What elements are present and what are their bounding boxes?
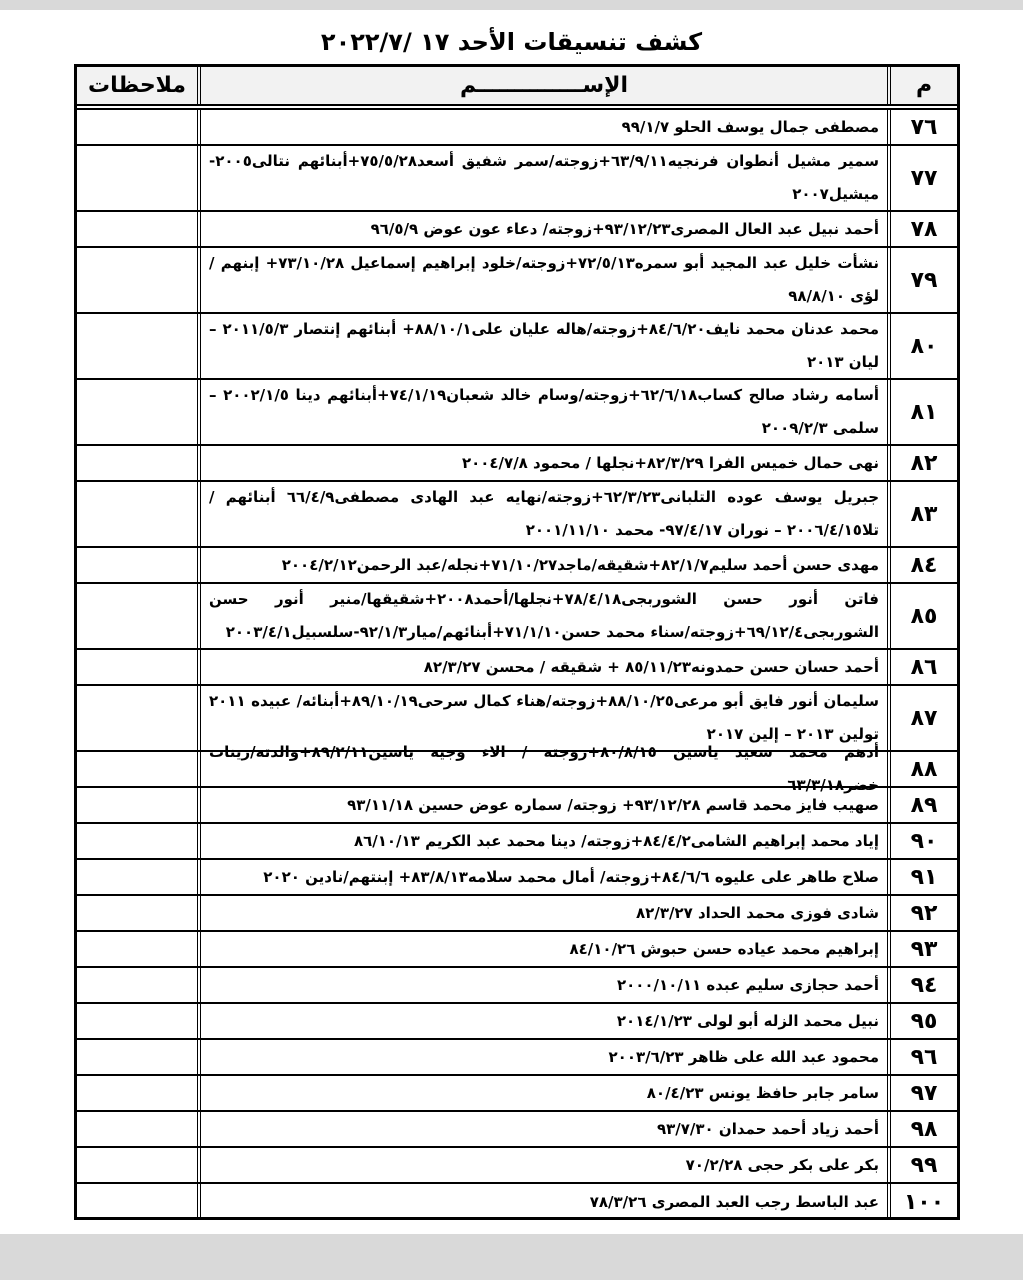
row-notes bbox=[77, 650, 197, 684]
row-name: جبريل يوسف عوده التلبانى٦٢/٣/٢٣+زوجته/نهايه عبد الهادى مصطفى٦٦/٤/٩ أبنائهم / تلا٢٠٠٦/٤/١٥ – نوران ٩٧/٤/١٧- محمد ٢٠٠١/١١/١٠ bbox=[197, 482, 887, 546]
row-name: أحمد حسان حسن حمدونه٨٥/١١/٢٣ + شقيقه / محسن ٨٢/٣/٢٧ bbox=[197, 650, 887, 684]
header-number: م bbox=[887, 67, 957, 104]
row-number: ٧٦ bbox=[887, 110, 957, 144]
row-number: ٩٢ bbox=[887, 896, 957, 930]
row-notes bbox=[77, 896, 197, 930]
row-name: سمير مشيل أنطوان فرنجيه٦٣/٩/١١+زوجته/سمر شفيق أسعد٧٥/٥/٢٨+أبنائهم نتالى٢٠٠٥- ميشيل٢٠٠٧ bbox=[197, 146, 887, 210]
row-name: فاتن أنور حسن الشوربجى٧٨/٤/١٨+نجلها/أحمد٢٠٠٨+شقيقها/منير أنور حسن الشوربجى٦٩/١٢/٤+زوجته/سناء محمد حسن٧١/١/١٠+أبنائهم/ميار٩٢/١/٣-سلسبيل٢٠٠٣/٤/١ bbox=[197, 584, 887, 648]
row-number: ٨٤ bbox=[887, 548, 957, 582]
row-number: ٨٨ bbox=[887, 752, 957, 786]
row-name: سامر جابر حافظ يونس ٨٠/٤/٢٣ bbox=[197, 1076, 887, 1110]
row-name: سليمان أنور فايق أبو مرعى٨٨/١٠/٢٥+زوجته/هناء كمال سرحى٨٩/١٠/١٩+أبنائه/ عبيده ٢٠١١ تولين ٢٠١٣ – إلين ٢٠١٧ bbox=[197, 686, 887, 750]
row-notes bbox=[77, 1040, 197, 1074]
row-number: ٩١ bbox=[887, 860, 957, 894]
row-number: ٩٧ bbox=[887, 1076, 957, 1110]
table-row bbox=[77, 1148, 957, 1184]
table-row bbox=[77, 860, 957, 896]
row-notes bbox=[77, 1112, 197, 1146]
table-row bbox=[77, 548, 957, 584]
row-notes bbox=[77, 932, 197, 966]
row-name: أحمد زياد أحمد حمدان ٩٣/٧/٣٠ bbox=[197, 1112, 887, 1146]
table-row bbox=[77, 248, 957, 314]
document-title: كشف تنسيقات الأحد ١٧ /٢٠٢٢/٧ bbox=[320, 28, 703, 56]
row-name: نشأت خليل عبد المجيد أبو سمره٧٢/٥/١٣+زوجته/خلود إبراهيم إسماعيل ٧٣/١٠/٢٨+ إبنهم / لؤى ٩٨/٨/١٠ bbox=[197, 248, 887, 312]
row-number: ٩٨ bbox=[887, 1112, 957, 1146]
scan-frame-bottom bbox=[0, 1234, 1023, 1280]
row-notes bbox=[77, 1004, 197, 1038]
row-notes bbox=[77, 212, 197, 246]
table-row bbox=[77, 896, 957, 932]
table-row bbox=[77, 1184, 957, 1220]
table-row bbox=[77, 212, 957, 248]
row-number: ٨٧ bbox=[887, 686, 957, 750]
row-name: محمود عبد الله على ظاهر ٢٠٠٣/٦/٢٣ bbox=[197, 1040, 887, 1074]
row-name: مهدى حسن أحمد سليم٨٢/١/٧+شقيقه/ماجد٧١/١٠/٢٧+نجله/عبد الرحمن٢٠٠٤/٢/١٢ bbox=[197, 548, 887, 582]
table-header bbox=[77, 67, 957, 110]
table-row bbox=[77, 146, 957, 212]
row-notes bbox=[77, 248, 197, 312]
row-name: شادى فوزى محمد الحداد ٨٢/٣/٢٧ bbox=[197, 896, 887, 930]
row-notes bbox=[77, 860, 197, 894]
table-row bbox=[77, 968, 957, 1004]
row-number: ٩٥ bbox=[887, 1004, 957, 1038]
table-row bbox=[77, 1076, 957, 1112]
table-row bbox=[77, 743, 957, 794]
header-notes: ملاحظات bbox=[77, 67, 197, 104]
row-notes bbox=[77, 146, 197, 210]
row-number: ٨٢ bbox=[887, 446, 957, 480]
row-notes bbox=[77, 788, 197, 822]
row-notes bbox=[77, 446, 197, 480]
scan-frame-top bbox=[0, 0, 1023, 10]
row-notes bbox=[77, 752, 197, 786]
row-notes bbox=[77, 1184, 197, 1220]
row-name: بكر على بكر حجى ٧٠/٢/٢٨ bbox=[197, 1148, 887, 1182]
row-number: ٨١ bbox=[887, 380, 957, 444]
row-number: ٩٩ bbox=[887, 1148, 957, 1182]
table-row bbox=[77, 482, 957, 548]
row-name: صلاح طاهر على عليوه ٨٤/٦/٦+زوجته/ أمال محمد سلامه٨٣/٨/١٣+ إبنتهم/نادين ٢٠٢٠ bbox=[197, 860, 887, 894]
row-number: ٨٣ bbox=[887, 482, 957, 546]
row-number: ٩٤ bbox=[887, 968, 957, 1002]
row-notes bbox=[77, 584, 197, 648]
row-number: ٩٠ bbox=[887, 824, 957, 858]
table-row bbox=[77, 932, 957, 968]
row-notes bbox=[77, 1148, 197, 1182]
row-number: ٩٣ bbox=[887, 932, 957, 966]
names-table bbox=[74, 64, 960, 1220]
row-name: إبراهيم محمد عياده حسن حبوش ٨٤/١٠/٢٦ bbox=[197, 932, 887, 966]
table-row bbox=[77, 584, 957, 650]
row-number: ٨٦ bbox=[887, 650, 957, 684]
row-name: نبيل محمد الزله أبو لولى ٢٠١٤/١/٢٣ bbox=[197, 1004, 887, 1038]
row-name: صهيب فايز محمد قاسم ٩٣/١٢/٢٨+ زوجته/ سماره عوض حسين ٩٣/١١/١٨ bbox=[197, 788, 887, 822]
row-notes bbox=[77, 110, 197, 144]
row-notes bbox=[77, 482, 197, 546]
row-number: ٧٩ bbox=[887, 248, 957, 312]
table-row bbox=[77, 1112, 957, 1148]
row-name: أحمد نبيل عبد العال المصرى٩٣/١٢/٢٣+زوجته/ دعاء عون عوض ٩٦/٥/٩ bbox=[197, 212, 887, 246]
table-row bbox=[77, 110, 957, 146]
table-row bbox=[77, 380, 957, 446]
table-row bbox=[77, 1040, 957, 1076]
row-notes bbox=[77, 548, 197, 582]
row-name: أسامه رشاد صالح كساب٦٢/٦/١٨+زوجته/وسام خالد شعبان٧٤/١/١٩+أبنائهم دينا ٢٠٠٢/١/٥ – سلمى ٢٠٠٩/٢/٣ bbox=[197, 380, 887, 444]
table-row bbox=[77, 650, 957, 686]
row-notes bbox=[77, 380, 197, 444]
row-notes bbox=[77, 1076, 197, 1110]
row-number: ٧٨ bbox=[887, 212, 957, 246]
row-number: ١٠٠ bbox=[887, 1184, 957, 1220]
row-name: محمد عدنان محمد نايف٨٤/٦/٢٠+زوجته/هاله عليان على٨٨/١٠/١+ أبنائهم إنتصار ٢٠١١/٥/٣ – ليان ٢٠١٣ bbox=[197, 314, 887, 378]
row-notes bbox=[77, 824, 197, 858]
row-number: ٨٩ bbox=[887, 788, 957, 822]
row-name: مصطفى جمال يوسف الحلو ٩٩/١/٧ bbox=[197, 110, 887, 144]
table-row bbox=[77, 824, 957, 860]
row-name: إياد محمد إبراهيم الشامى٨٤/٤/٢+زوجته/ دينا محمد عبد الكريم ٨٦/١٠/١٣ bbox=[197, 824, 887, 858]
row-name: نهى حمال خميس الفرا ٨٢/٣/٢٩+نجلها / محمود ٢٠٠٤/٧/٨ bbox=[197, 446, 887, 480]
row-number: ٨٠ bbox=[887, 314, 957, 378]
row-name: عبد الباسط رجب العبد المصرى ٧٨/٣/٢٦ bbox=[197, 1184, 887, 1220]
table-row bbox=[77, 314, 957, 380]
table-row bbox=[77, 788, 957, 824]
row-number: ٧٧ bbox=[887, 146, 957, 210]
header-name: الإســــــــــــــم bbox=[197, 67, 887, 104]
row-number: ٨٥ bbox=[887, 584, 957, 648]
row-name: أحمد حجازى سليم عبده ٢٠٠٠/١٠/١١ bbox=[197, 968, 887, 1002]
row-notes bbox=[77, 968, 197, 1002]
row-notes bbox=[77, 314, 197, 378]
table-row bbox=[77, 1004, 957, 1040]
table-row bbox=[77, 446, 957, 482]
row-name: أدهم محمد سعيد ياسين ٨٠/٨/١٥+زوجته / الاء وجيه ياسين٨٩/٢/١١+والدته/زينات خضر٦٣/٣/١٨ bbox=[197, 752, 887, 786]
row-notes bbox=[77, 686, 197, 750]
row-number: ٩٦ bbox=[887, 1040, 957, 1074]
